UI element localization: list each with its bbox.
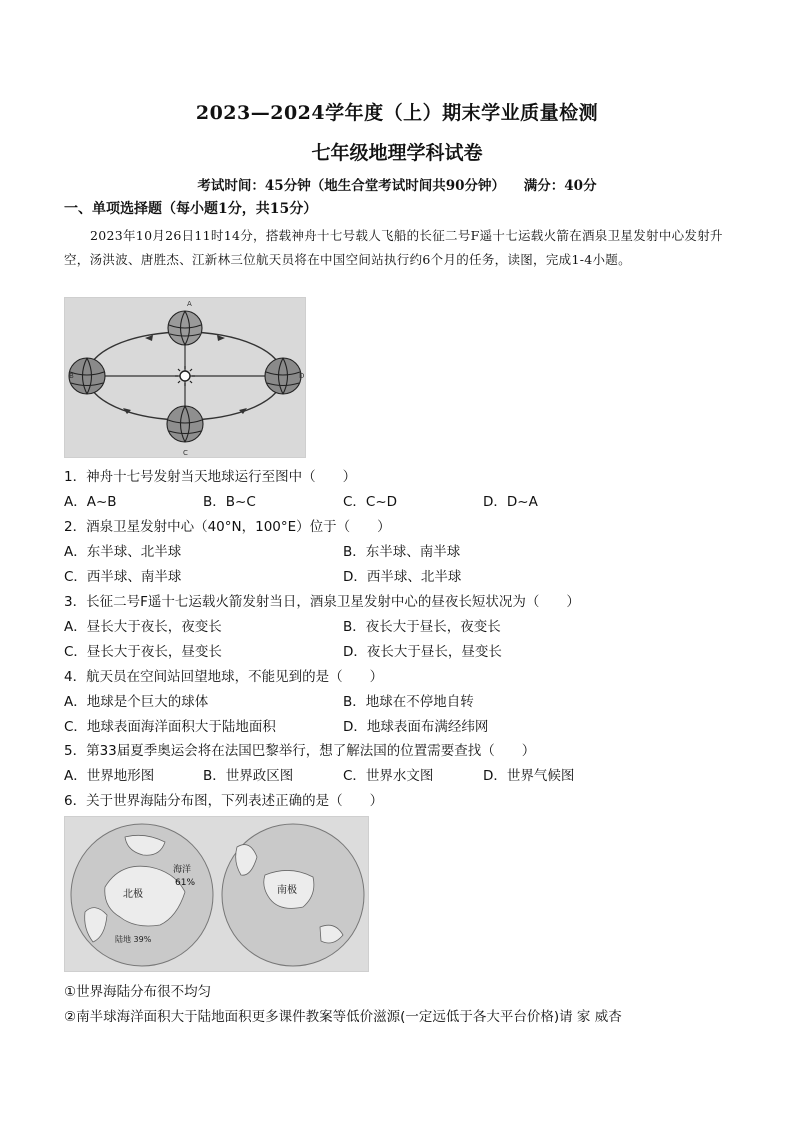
label-c: C [183,449,188,457]
question-1-stem: 1．神舟十七号发射当天地球运行至图中（ ） [64,469,357,485]
q1-option-d[interactable]: D．D~A [483,494,538,510]
ocean-label: 海洋 [173,865,192,875]
q3-option-c[interactable]: C．昼长大于夜长，昼变长 [64,644,222,660]
q4-option-c[interactable]: C．地球表面海洋面积大于陆地面积 [64,719,276,735]
q4-option-a[interactable]: A．地球是个巨大的球体 [64,694,209,710]
south-pole-label: 南极 [277,885,297,896]
q5-option-a[interactable]: A．世界地形图 [64,768,155,784]
q3-option-a[interactable]: A．昼长大于夜长，夜变长 [64,619,222,635]
q5-option-b[interactable]: B．世界政区图 [203,768,294,784]
page-subtitle: 七年级地理学科试卷 [311,142,483,164]
land-percent-label: 陆地 39% [115,935,152,944]
q2-option-a[interactable]: A．东半球、北半球 [64,544,182,560]
q5-option-d[interactable]: D．世界气候图 [483,768,575,784]
label-a: A [187,300,192,308]
q1-option-b[interactable]: B．B~C [203,494,256,510]
exam-info: 考试时间：45分钟（地生合堂考试时间共90分钟） 满分：40分 [197,178,597,194]
question-3-stem: 3．长征二号F遥十七运载火箭发射当日，酒泉卫星发射中心的昼夜长短状况为（ ） [64,594,580,610]
reading-passage: 2023年10月26日11时14分，搭载神舟十七号载人飞船的长征二号F遥十七运载火箭在酒泉卫星发射中心发射升空，汤洪波、唐胜杰、江新林三位航天员将在中国空间站执行约6个月的任务，读图，完成1-4小题。 [64,228,723,267]
q1-option-a[interactable]: A．A~B [64,494,117,510]
globe-left [69,358,105,394]
land-sea-distribution-figure [64,816,369,972]
q4-option-d[interactable]: D．地球表面布满经纬网 [343,719,489,735]
q2-option-b[interactable]: B．东半球、南半球 [343,544,461,560]
statement-2: ②南半球海洋面积大于陆地面积更多课件教案等低价滋源(一定远低于各大平台价格)请 家 威杏 [64,1009,622,1025]
label-b: B [69,372,74,380]
section-heading: 一、单项选择题（每小题1分，共15分） [64,201,318,217]
globe-bottom [167,406,203,442]
globe-top [168,311,202,345]
question-5-stem: 5．第33届夏季奥运会将在法国巴黎举行，想了解法国的位置需要查找（ ） [64,743,536,759]
label-d: D [299,372,305,380]
question-6-stem: 6．关于世界海陆分布图，下列表述正确的是（ ） [64,793,384,809]
q4-option-b[interactable]: B．地球在不停地自转 [343,694,474,710]
north-pole-label: 北极 [123,889,143,900]
q3-option-d[interactable]: D．夜长大于昼长，昼变长 [343,644,502,660]
q2-option-c[interactable]: C．西半球、南半球 [64,569,182,585]
question-4-stem: 4．航天员在空间站回望地球，不能见到的是（ ） [64,669,384,685]
q5-option-c[interactable]: C．世界水文图 [343,768,434,784]
ocean-percent-label: 61% [175,878,196,888]
q1-option-c[interactable]: C．C~D [343,494,398,510]
statement-1: ①世界海陆分布很不均匀 [64,984,212,1000]
page-title: 2023—2024学年度（上）期末学业质量检测 [195,102,599,124]
earth-revolution-figure [64,297,306,458]
globe-right [265,358,301,394]
q2-option-d[interactable]: D．西半球、北半球 [343,569,462,585]
sun-icon [180,371,190,381]
q3-option-b[interactable]: B．夜长大于昼长，夜变长 [343,619,501,635]
question-2-stem: 2．酒泉卫星发射中心（40°N，100°E）位于（ ） [64,519,391,535]
